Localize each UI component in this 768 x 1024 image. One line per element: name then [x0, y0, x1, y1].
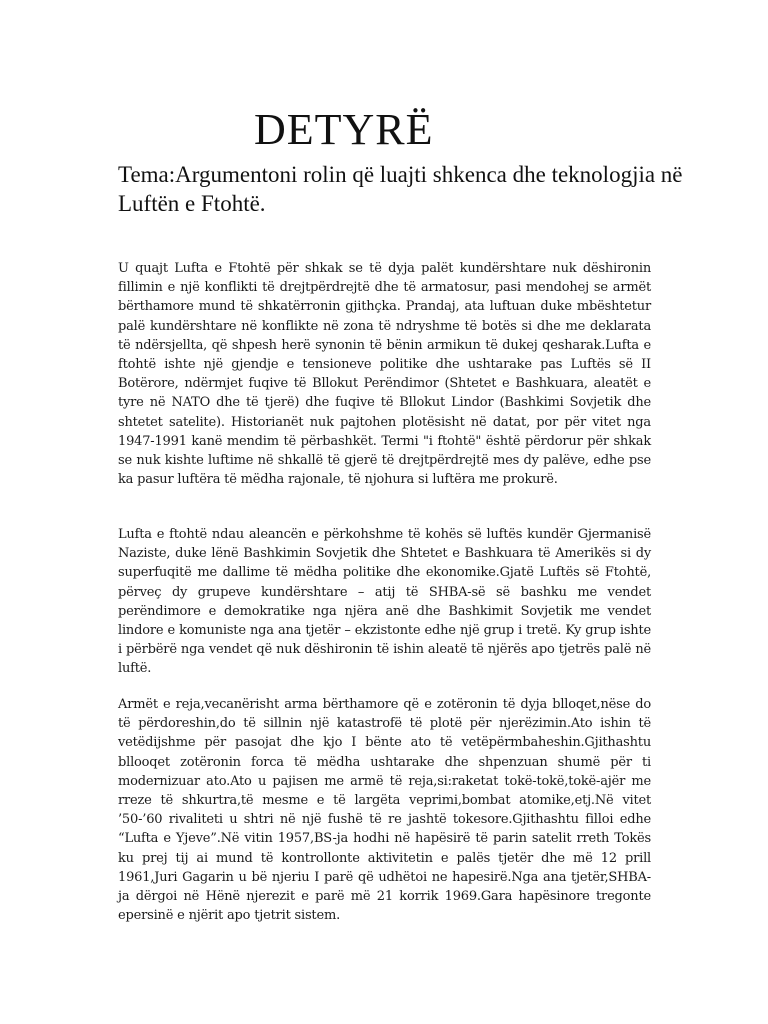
paragraph-1: U quajt Lufta e Ftohtë për shkak se të dyja palët kundërshtare nuk dëshironin fillimin e një konflikti të drejtpërdrejtë dhe të armatosur, pasi mendohej se armët bërthamore mund të shkatërronin gjithçka. Prandaj, ata luftuan duke mbështetur palë kundërshtare në konflikte në zona të ndryshme të botës si dhe me deklarata të ndërsjellta, që shpesh herë synonin të bënin armikun të dukej qesharak.Lufta e ftohtë ishte një gjendje e tensioneve politike dhe ushtarake pas Luftës së II Botërore, ndërmjet fuqive të Bllokut Perëndimor (Shtetet e Bashkuara, aleatët e tyre në NATO dhe të tjerë) dhe fuqive të Bllokut Lindor (Bashkimi Sovjetik dhe shtetet satelite). Historianët nuk pajtohen plotësisht në datat, por për vitet nga 1947-1991 kanë mendim të përbashkët. Termi "i ftohtë" është përdorur për shkak se nuk kishte luftime në shkallë të gjerë të drejtpërdrejtë mes dy palëve, edhe pse ka pasur luftëra të mëdha rajonale, të njohura si luftëra me prokurë. — [118, 261, 651, 488]
document-topic: Tema:Argumentoni rolin që luajti shkenca dhe teknologjia në Luftën e Ftohtë. — [118, 162, 683, 216]
document-title: DETYRË — [254, 105, 434, 154]
paragraph-2: Lufta e ftohtë ndau aleancën e përkohshme të kohës së luftës kundër Gjermanisë Naziste, duke lënë Bashkimin Sovjetik dhe Shtetet e Bashkuara të Amerikës si dy superfuqitë me dallime të mëdha politike dhe ekonomike.Gjatë Luftës së Ftohtë, përveç dy grupeve kundërshtare – atij të SHBA-së së bashku me vendet perëndimore e demokratike nga njëra anë dhe Bashkimit Sovjetik me vendet lindore e komuniste nga ana tjetër – ekzistonte edhe një grup i tretë. Ky grup ishte i përbërë nga vendet që nuk dëshironin të ishin aleatë të njërës apo tjetrës palë në luftë. — [118, 527, 651, 677]
paragraph-3: Armët e reja,vecanërisht arma bërthamore që e zotëronin të dyja blloqet,nëse do të përdoreshin,do të sillnin një katastrofë të plotë për njerëzimin.Ato ishin të vetëdijshme për pasojat dhe kjo I bënte ato të vetëpërmbaheshin.Gjithashtu bllooqet zotëronin forca të mëdha ushtarake dhe shpenzuan shumë për ti modernizuar ato.Ato u pajisen me armë të reja,si:raketat tokë-tokë,tokë-ajër me rreze të shkurtra,të mesme e të largëta veprimi,bombat atomike,etj.Në vitet ’50-’60 rivaliteti u shtri në një fushë të re jashtë tokesore.Gjithashtu filloi edhe “Lufta e Yjeve”.Në vitin 1957,BS-ja hodhi në hapësirë të parin satelit rreth Tokës ku prej tij ai mund të kontrollonte aktivitetin e palës tjetër dhe më 12 prill 1961,Juri Gagarin u bë njeriu I parë që udhëtoi ne hapesirë.Nga ana tjetër,SHBA-ja dërgoi në Hënë njerezit e parë më 21 korrik 1969.Gara hapësinore tregonte epersinë e njërit apo tjetrit sistem. — [118, 697, 651, 924]
